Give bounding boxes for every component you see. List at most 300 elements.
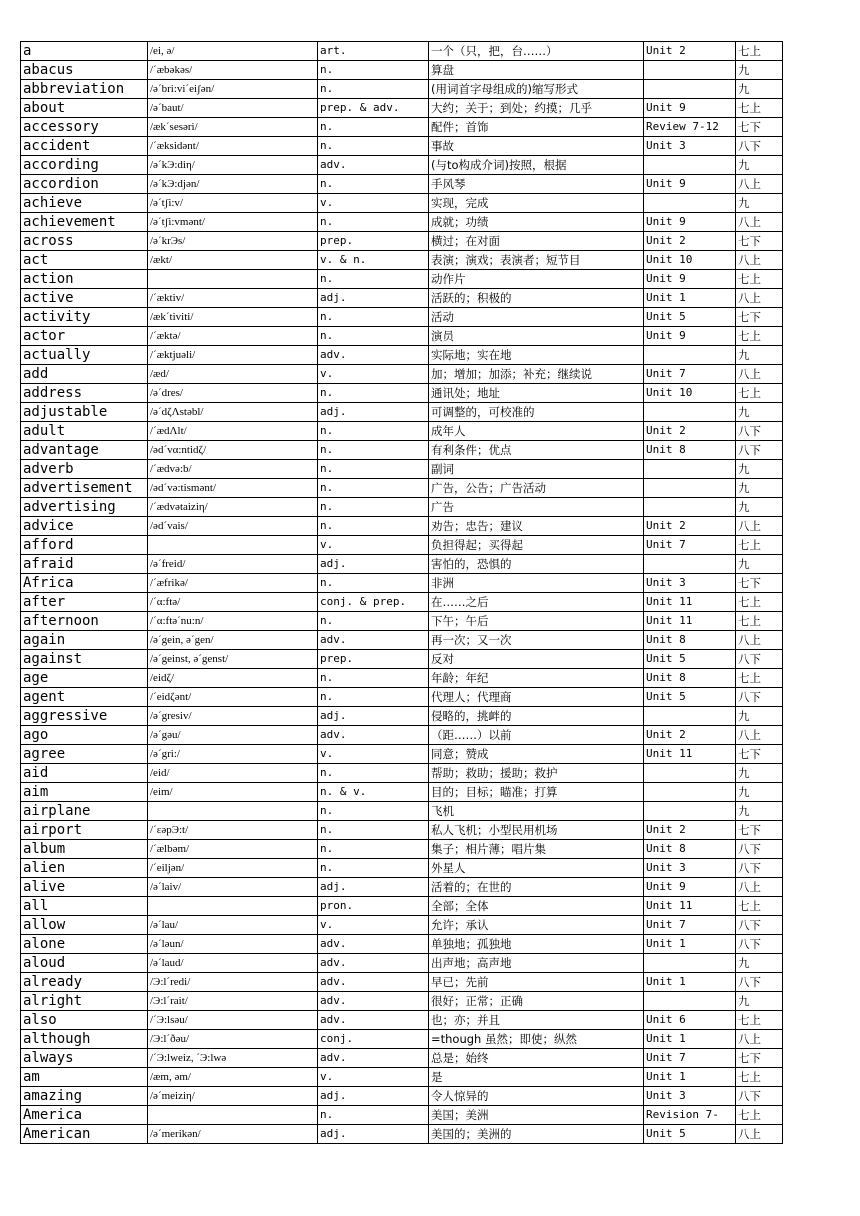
- part-of-speech-cell[interactable]: adv.: [318, 726, 429, 745]
- phonetic-cell[interactable]: /ədˊvə:tismənt/: [148, 479, 318, 498]
- unit-cell[interactable]: Unit 7: [644, 916, 736, 935]
- word-cell[interactable]: afternoon: [21, 612, 148, 631]
- part-of-speech-cell[interactable]: n.: [318, 612, 429, 631]
- phonetic-cell[interactable]: /əˊtʃi:v/: [148, 194, 318, 213]
- grade-cell[interactable]: 九: [736, 707, 783, 726]
- table-row[interactable]: [21, 384, 783, 403]
- grade-cell[interactable]: 八上: [736, 517, 783, 536]
- part-of-speech-cell[interactable]: n.: [318, 460, 429, 479]
- meaning-cell[interactable]: 加；增加；加添；补充；继续说: [429, 365, 644, 384]
- phonetic-cell[interactable]: /əˊlaud/: [148, 954, 318, 973]
- word-cell[interactable]: against: [21, 650, 148, 669]
- grade-cell[interactable]: 七上: [736, 270, 783, 289]
- table-row[interactable]: [21, 935, 783, 954]
- unit-cell[interactable]: Unit 10: [644, 384, 736, 403]
- part-of-speech-cell[interactable]: n.: [318, 821, 429, 840]
- part-of-speech-cell[interactable]: adv.: [318, 156, 429, 175]
- unit-cell[interactable]: Unit 3: [644, 574, 736, 593]
- grade-cell[interactable]: 七下: [736, 821, 783, 840]
- part-of-speech-cell[interactable]: n.: [318, 61, 429, 80]
- unit-cell[interactable]: [644, 460, 736, 479]
- table-row[interactable]: [21, 498, 783, 517]
- word-cell[interactable]: although: [21, 1030, 148, 1049]
- table-row[interactable]: [21, 1068, 783, 1087]
- part-of-speech-cell[interactable]: adj.: [318, 289, 429, 308]
- part-of-speech-cell[interactable]: adj.: [318, 555, 429, 574]
- table-row[interactable]: [21, 745, 783, 764]
- table-row[interactable]: [21, 99, 783, 118]
- word-cell[interactable]: adjustable: [21, 403, 148, 422]
- meaning-cell[interactable]: 同意；赞成: [429, 745, 644, 764]
- grade-cell[interactable]: 七上: [736, 536, 783, 555]
- phonetic-cell[interactable]: /ækˊtiviti/: [148, 308, 318, 327]
- word-cell[interactable]: America: [21, 1106, 148, 1125]
- table-row[interactable]: [21, 669, 783, 688]
- phonetic-cell[interactable]: /ˊεəpЭ:t/: [148, 821, 318, 840]
- phonetic-cell[interactable]: /əˊkЭ:djən/: [148, 175, 318, 194]
- part-of-speech-cell[interactable]: n.: [318, 213, 429, 232]
- table-row[interactable]: [21, 897, 783, 916]
- grade-cell[interactable]: 八下: [736, 688, 783, 707]
- word-cell[interactable]: after: [21, 593, 148, 612]
- grade-cell[interactable]: 七上: [736, 612, 783, 631]
- unit-cell[interactable]: [644, 764, 736, 783]
- table-row[interactable]: [21, 479, 783, 498]
- table-row[interactable]: [21, 954, 783, 973]
- word-cell[interactable]: advice: [21, 517, 148, 536]
- phonetic-cell[interactable]: /æd/: [148, 365, 318, 384]
- table-row[interactable]: [21, 1049, 783, 1068]
- phonetic-cell[interactable]: /əˊlaiv/: [148, 878, 318, 897]
- part-of-speech-cell[interactable]: n.: [318, 574, 429, 593]
- phonetic-cell[interactable]: [148, 802, 318, 821]
- part-of-speech-cell[interactable]: v.: [318, 365, 429, 384]
- part-of-speech-cell[interactable]: n.: [318, 384, 429, 403]
- part-of-speech-cell[interactable]: n.: [318, 308, 429, 327]
- grade-cell[interactable]: 九: [736, 802, 783, 821]
- grade-cell[interactable]: 八上: [736, 1125, 783, 1144]
- table-row[interactable]: [21, 441, 783, 460]
- phonetic-cell[interactable]: /ˊæfrikə/: [148, 574, 318, 593]
- part-of-speech-cell[interactable]: adj.: [318, 1087, 429, 1106]
- grade-cell[interactable]: 八上: [736, 175, 783, 194]
- grade-cell[interactable]: 八下: [736, 935, 783, 954]
- phonetic-cell[interactable]: /eidζ/: [148, 669, 318, 688]
- unit-cell[interactable]: Unit 9: [644, 327, 736, 346]
- table-row[interactable]: [21, 403, 783, 422]
- phonetic-cell[interactable]: /ækt/: [148, 251, 318, 270]
- unit-cell[interactable]: Unit 5: [644, 650, 736, 669]
- unit-cell[interactable]: Unit 1: [644, 973, 736, 992]
- word-cell[interactable]: act: [21, 251, 148, 270]
- grade-cell[interactable]: 七下: [736, 308, 783, 327]
- phonetic-cell[interactable]: /Э:lˊrait/: [148, 992, 318, 1011]
- unit-cell[interactable]: [644, 479, 736, 498]
- table-row[interactable]: [21, 270, 783, 289]
- meaning-cell[interactable]: 飞机: [429, 802, 644, 821]
- part-of-speech-cell[interactable]: v. & n.: [318, 251, 429, 270]
- phonetic-cell[interactable]: /əˊgeinst, əˊgenst/: [148, 650, 318, 669]
- table-row[interactable]: [21, 555, 783, 574]
- part-of-speech-cell[interactable]: prep.: [318, 232, 429, 251]
- word-cell[interactable]: allow: [21, 916, 148, 935]
- part-of-speech-cell[interactable]: v.: [318, 194, 429, 213]
- word-cell[interactable]: American: [21, 1125, 148, 1144]
- unit-cell[interactable]: Unit 2: [644, 821, 736, 840]
- table-row[interactable]: [21, 365, 783, 384]
- part-of-speech-cell[interactable]: v.: [318, 1068, 429, 1087]
- meaning-cell[interactable]: 配件；首饰: [429, 118, 644, 137]
- word-cell[interactable]: amazing: [21, 1087, 148, 1106]
- table-row[interactable]: [21, 859, 783, 878]
- phonetic-cell[interactable]: /əˊgein, əˊgen/: [148, 631, 318, 650]
- grade-cell[interactable]: 九: [736, 403, 783, 422]
- meaning-cell[interactable]: 实现，完成: [429, 194, 644, 213]
- meaning-cell[interactable]: 负担得起；买得起: [429, 536, 644, 555]
- unit-cell[interactable]: Unit 1: [644, 935, 736, 954]
- phonetic-cell[interactable]: /ˊeiljən/: [148, 859, 318, 878]
- table-row[interactable]: [21, 802, 783, 821]
- meaning-cell[interactable]: 美国的；美洲的: [429, 1125, 644, 1144]
- word-cell[interactable]: aggressive: [21, 707, 148, 726]
- unit-cell[interactable]: Unit 11: [644, 897, 736, 916]
- meaning-cell[interactable]: 外星人: [429, 859, 644, 878]
- part-of-speech-cell[interactable]: art.: [318, 42, 429, 61]
- phonetic-cell[interactable]: /əˊgresiv/: [148, 707, 318, 726]
- grade-cell[interactable]: 九: [736, 479, 783, 498]
- word-cell[interactable]: alien: [21, 859, 148, 878]
- word-cell[interactable]: active: [21, 289, 148, 308]
- grade-cell[interactable]: 八上: [736, 1030, 783, 1049]
- unit-cell[interactable]: Unit 5: [644, 688, 736, 707]
- grade-cell[interactable]: 八上: [736, 365, 783, 384]
- part-of-speech-cell[interactable]: n.: [318, 327, 429, 346]
- meaning-cell[interactable]: 非洲: [429, 574, 644, 593]
- unit-cell[interactable]: [644, 156, 736, 175]
- grade-cell[interactable]: 七下: [736, 118, 783, 137]
- word-cell[interactable]: across: [21, 232, 148, 251]
- table-row[interactable]: [21, 650, 783, 669]
- part-of-speech-cell[interactable]: n.: [318, 479, 429, 498]
- part-of-speech-cell[interactable]: adv.: [318, 954, 429, 973]
- meaning-cell[interactable]: 大约；关于；到处；约摸；几乎: [429, 99, 644, 118]
- grade-cell[interactable]: 七上: [736, 99, 783, 118]
- part-of-speech-cell[interactable]: n.: [318, 688, 429, 707]
- meaning-cell[interactable]: 劝告；忠告；建议: [429, 517, 644, 536]
- meaning-cell[interactable]: 活着的；在世的: [429, 878, 644, 897]
- grade-cell[interactable]: 九: [736, 764, 783, 783]
- unit-cell[interactable]: [644, 555, 736, 574]
- unit-cell[interactable]: Unit 9: [644, 175, 736, 194]
- meaning-cell[interactable]: 手风琴: [429, 175, 644, 194]
- grade-cell[interactable]: 八下: [736, 1087, 783, 1106]
- unit-cell[interactable]: Unit 6: [644, 1011, 736, 1030]
- table-row[interactable]: [21, 973, 783, 992]
- grade-cell[interactable]: 七上: [736, 669, 783, 688]
- word-cell[interactable]: advantage: [21, 441, 148, 460]
- unit-cell[interactable]: Unit 11: [644, 745, 736, 764]
- meaning-cell[interactable]: 表演；演戏；表演者；短节目: [429, 251, 644, 270]
- phonetic-cell[interactable]: /əˊkrЭs/: [148, 232, 318, 251]
- table-row[interactable]: [21, 346, 783, 365]
- grade-cell[interactable]: 九: [736, 80, 783, 99]
- word-cell[interactable]: activity: [21, 308, 148, 327]
- phonetic-cell[interactable]: [148, 1106, 318, 1125]
- grade-cell[interactable]: 七上: [736, 42, 783, 61]
- grade-cell[interactable]: 九: [736, 156, 783, 175]
- part-of-speech-cell[interactable]: adj.: [318, 878, 429, 897]
- part-of-speech-cell[interactable]: conj. & prep.: [318, 593, 429, 612]
- grade-cell[interactable]: 八下: [736, 650, 783, 669]
- unit-cell[interactable]: Unit 2: [644, 517, 736, 536]
- grade-cell[interactable]: 八上: [736, 213, 783, 232]
- word-cell[interactable]: according: [21, 156, 148, 175]
- phonetic-cell[interactable]: /ˊælbəm/: [148, 840, 318, 859]
- meaning-cell[interactable]: (与to构成介词)按照，根据: [429, 156, 644, 175]
- phonetic-cell[interactable]: /ˊα:ftə/: [148, 593, 318, 612]
- grade-cell[interactable]: 七上: [736, 593, 783, 612]
- phonetic-cell[interactable]: /eim/: [148, 783, 318, 802]
- table-row[interactable]: [21, 137, 783, 156]
- phonetic-cell[interactable]: /əˊləun/: [148, 935, 318, 954]
- table-row[interactable]: [21, 61, 783, 80]
- unit-cell[interactable]: Unit 10: [644, 251, 736, 270]
- word-cell[interactable]: a: [21, 42, 148, 61]
- phonetic-cell[interactable]: /ˊЭ:lweiz, ˊЭ:lwə: [148, 1049, 318, 1068]
- unit-cell[interactable]: Unit 7: [644, 1049, 736, 1068]
- table-row[interactable]: [21, 1087, 783, 1106]
- meaning-cell[interactable]: 反对: [429, 650, 644, 669]
- part-of-speech-cell[interactable]: n.: [318, 669, 429, 688]
- meaning-cell[interactable]: 事故: [429, 137, 644, 156]
- meaning-cell[interactable]: 成年人: [429, 422, 644, 441]
- part-of-speech-cell[interactable]: adv.: [318, 631, 429, 650]
- phonetic-cell[interactable]: /əˊtʃi:vmənt/: [148, 213, 318, 232]
- phonetic-cell[interactable]: /əˊfreid/: [148, 555, 318, 574]
- word-cell[interactable]: alive: [21, 878, 148, 897]
- part-of-speech-cell[interactable]: adv.: [318, 992, 429, 1011]
- table-row[interactable]: [21, 251, 783, 270]
- meaning-cell[interactable]: 单独地；孤独地: [429, 935, 644, 954]
- unit-cell[interactable]: Unit 9: [644, 213, 736, 232]
- unit-cell[interactable]: [644, 80, 736, 99]
- meaning-cell[interactable]: 令人惊异的: [429, 1087, 644, 1106]
- unit-cell[interactable]: Unit 8: [644, 441, 736, 460]
- grade-cell[interactable]: 九: [736, 346, 783, 365]
- meaning-cell[interactable]: 代理人；代理商: [429, 688, 644, 707]
- word-cell[interactable]: aid: [21, 764, 148, 783]
- phonetic-cell[interactable]: /ˊæktiv/: [148, 289, 318, 308]
- phonetic-cell[interactable]: /æm, əm/: [148, 1068, 318, 1087]
- unit-cell[interactable]: Review 7-12: [644, 118, 736, 137]
- meaning-cell[interactable]: 横过；在对面: [429, 232, 644, 251]
- meaning-cell[interactable]: 很好；正常；正确: [429, 992, 644, 1011]
- part-of-speech-cell[interactable]: n.: [318, 840, 429, 859]
- table-row[interactable]: [21, 726, 783, 745]
- word-cell[interactable]: abacus: [21, 61, 148, 80]
- part-of-speech-cell[interactable]: n.: [318, 118, 429, 137]
- table-row[interactable]: [21, 517, 783, 536]
- table-row[interactable]: [21, 878, 783, 897]
- part-of-speech-cell[interactable]: pron.: [318, 897, 429, 916]
- grade-cell[interactable]: 八下: [736, 859, 783, 878]
- part-of-speech-cell[interactable]: n.: [318, 422, 429, 441]
- phonetic-cell[interactable]: [148, 897, 318, 916]
- part-of-speech-cell[interactable]: n.: [318, 764, 429, 783]
- unit-cell[interactable]: Unit 2: [644, 726, 736, 745]
- word-cell[interactable]: agent: [21, 688, 148, 707]
- unit-cell[interactable]: Unit 11: [644, 612, 736, 631]
- unit-cell[interactable]: Unit 7: [644, 536, 736, 555]
- meaning-cell[interactable]: 侵略的，挑衅的: [429, 707, 644, 726]
- part-of-speech-cell[interactable]: n.: [318, 802, 429, 821]
- word-cell[interactable]: adverb: [21, 460, 148, 479]
- word-cell[interactable]: about: [21, 99, 148, 118]
- part-of-speech-cell[interactable]: v.: [318, 745, 429, 764]
- table-row[interactable]: [21, 612, 783, 631]
- part-of-speech-cell[interactable]: n.: [318, 80, 429, 99]
- unit-cell[interactable]: Unit 9: [644, 878, 736, 897]
- word-cell[interactable]: again: [21, 631, 148, 650]
- table-row[interactable]: [21, 289, 783, 308]
- part-of-speech-cell[interactable]: n.: [318, 441, 429, 460]
- unit-cell[interactable]: [644, 783, 736, 802]
- grade-cell[interactable]: 七下: [736, 745, 783, 764]
- word-cell[interactable]: accessory: [21, 118, 148, 137]
- phonetic-cell[interactable]: /ˊædΛlt/: [148, 422, 318, 441]
- unit-cell[interactable]: [644, 403, 736, 422]
- meaning-cell[interactable]: 私人飞机；小型民用机场: [429, 821, 644, 840]
- meaning-cell[interactable]: =though 虽然；即使；纵然: [429, 1030, 644, 1049]
- grade-cell[interactable]: 九: [736, 555, 783, 574]
- table-row[interactable]: [21, 916, 783, 935]
- phonetic-cell[interactable]: /ədˊvais/: [148, 517, 318, 536]
- meaning-cell[interactable]: 广告，公告；广告活动: [429, 479, 644, 498]
- phonetic-cell[interactable]: /ˊædvətaiziη/: [148, 498, 318, 517]
- unit-cell[interactable]: [644, 346, 736, 365]
- meaning-cell[interactable]: 通讯处；地址: [429, 384, 644, 403]
- grade-cell[interactable]: 八下: [736, 422, 783, 441]
- table-row[interactable]: [21, 460, 783, 479]
- grade-cell[interactable]: 九: [736, 783, 783, 802]
- phonetic-cell[interactable]: /əˊmerikən/: [148, 1125, 318, 1144]
- unit-cell[interactable]: Unit 8: [644, 631, 736, 650]
- grade-cell[interactable]: 八上: [736, 726, 783, 745]
- word-cell[interactable]: add: [21, 365, 148, 384]
- word-cell[interactable]: alright: [21, 992, 148, 1011]
- unit-cell[interactable]: Unit 3: [644, 859, 736, 878]
- grade-cell[interactable]: 九: [736, 992, 783, 1011]
- grade-cell[interactable]: 八上: [736, 251, 783, 270]
- word-cell[interactable]: aim: [21, 783, 148, 802]
- unit-cell[interactable]: Unit 2: [644, 42, 736, 61]
- phonetic-cell[interactable]: /əˊkЭ:diη/: [148, 156, 318, 175]
- meaning-cell[interactable]: 动作片: [429, 270, 644, 289]
- meaning-cell[interactable]: 也；亦；并且: [429, 1011, 644, 1030]
- part-of-speech-cell[interactable]: adj.: [318, 1125, 429, 1144]
- meaning-cell[interactable]: 美国；美洲: [429, 1106, 644, 1125]
- grade-cell[interactable]: 七下: [736, 232, 783, 251]
- part-of-speech-cell[interactable]: n.: [318, 517, 429, 536]
- meaning-cell[interactable]: 活跃的；积极的: [429, 289, 644, 308]
- word-cell[interactable]: afford: [21, 536, 148, 555]
- part-of-speech-cell[interactable]: n. & v.: [318, 783, 429, 802]
- word-cell[interactable]: advertisement: [21, 479, 148, 498]
- table-row[interactable]: [21, 194, 783, 213]
- meaning-cell[interactable]: 总是；始终: [429, 1049, 644, 1068]
- word-cell[interactable]: abbreviation: [21, 80, 148, 99]
- word-cell[interactable]: actually: [21, 346, 148, 365]
- phonetic-cell[interactable]: /əˊbri:viˊeiʃən/: [148, 80, 318, 99]
- word-cell[interactable]: agree: [21, 745, 148, 764]
- phonetic-cell[interactable]: /əˊgəu/: [148, 726, 318, 745]
- meaning-cell[interactable]: (用词首字母组成的)缩写形式: [429, 80, 644, 99]
- phonetic-cell[interactable]: [148, 270, 318, 289]
- grade-cell[interactable]: 九: [736, 498, 783, 517]
- unit-cell[interactable]: [644, 498, 736, 517]
- meaning-cell[interactable]: 年龄；年纪: [429, 669, 644, 688]
- meaning-cell[interactable]: 出声地；高声地: [429, 954, 644, 973]
- part-of-speech-cell[interactable]: prep.: [318, 650, 429, 669]
- table-row[interactable]: [21, 783, 783, 802]
- table-row[interactable]: [21, 175, 783, 194]
- part-of-speech-cell[interactable]: adj.: [318, 707, 429, 726]
- table-row[interactable]: [21, 707, 783, 726]
- phonetic-cell[interactable]: /ˊЭ:lsəu/: [148, 1011, 318, 1030]
- grade-cell[interactable]: 七上: [736, 1068, 783, 1087]
- word-cell[interactable]: airport: [21, 821, 148, 840]
- unit-cell[interactable]: Unit 8: [644, 840, 736, 859]
- meaning-cell[interactable]: 有利条件；优点: [429, 441, 644, 460]
- part-of-speech-cell[interactable]: n.: [318, 270, 429, 289]
- word-cell[interactable]: ago: [21, 726, 148, 745]
- grade-cell[interactable]: 七上: [736, 384, 783, 403]
- word-cell[interactable]: adult: [21, 422, 148, 441]
- phonetic-cell[interactable]: /əˊmeiziη/: [148, 1087, 318, 1106]
- unit-cell[interactable]: Unit 7: [644, 365, 736, 384]
- part-of-speech-cell[interactable]: adv.: [318, 1011, 429, 1030]
- phonetic-cell[interactable]: /eid/: [148, 764, 318, 783]
- grade-cell[interactable]: 八下: [736, 973, 783, 992]
- word-cell[interactable]: advertising: [21, 498, 148, 517]
- meaning-cell[interactable]: 实际地；实在地: [429, 346, 644, 365]
- phonetic-cell[interactable]: /ˊæksidənt/: [148, 137, 318, 156]
- table-row[interactable]: [21, 821, 783, 840]
- grade-cell[interactable]: 七下: [736, 574, 783, 593]
- phonetic-cell[interactable]: /ei, ə/: [148, 42, 318, 61]
- meaning-cell[interactable]: 成就；功绩: [429, 213, 644, 232]
- unit-cell[interactable]: Unit 3: [644, 137, 736, 156]
- part-of-speech-cell[interactable]: n.: [318, 498, 429, 517]
- table-row[interactable]: [21, 764, 783, 783]
- word-cell[interactable]: all: [21, 897, 148, 916]
- phonetic-cell[interactable]: /əˊlau/: [148, 916, 318, 935]
- unit-cell[interactable]: Unit 9: [644, 270, 736, 289]
- phonetic-cell[interactable]: /ˊæbəkəs/: [148, 61, 318, 80]
- table-row[interactable]: [21, 327, 783, 346]
- unit-cell[interactable]: Unit 5: [644, 1125, 736, 1144]
- table-row[interactable]: [21, 213, 783, 232]
- phonetic-cell[interactable]: /ˊædvə:b/: [148, 460, 318, 479]
- table-row[interactable]: [21, 574, 783, 593]
- part-of-speech-cell[interactable]: adv.: [318, 1049, 429, 1068]
- meaning-cell[interactable]: 活动: [429, 308, 644, 327]
- meaning-cell[interactable]: 害怕的，恐惧的: [429, 555, 644, 574]
- unit-cell[interactable]: [644, 61, 736, 80]
- table-row[interactable]: [21, 593, 783, 612]
- part-of-speech-cell[interactable]: n.: [318, 859, 429, 878]
- unit-cell[interactable]: Unit 1: [644, 289, 736, 308]
